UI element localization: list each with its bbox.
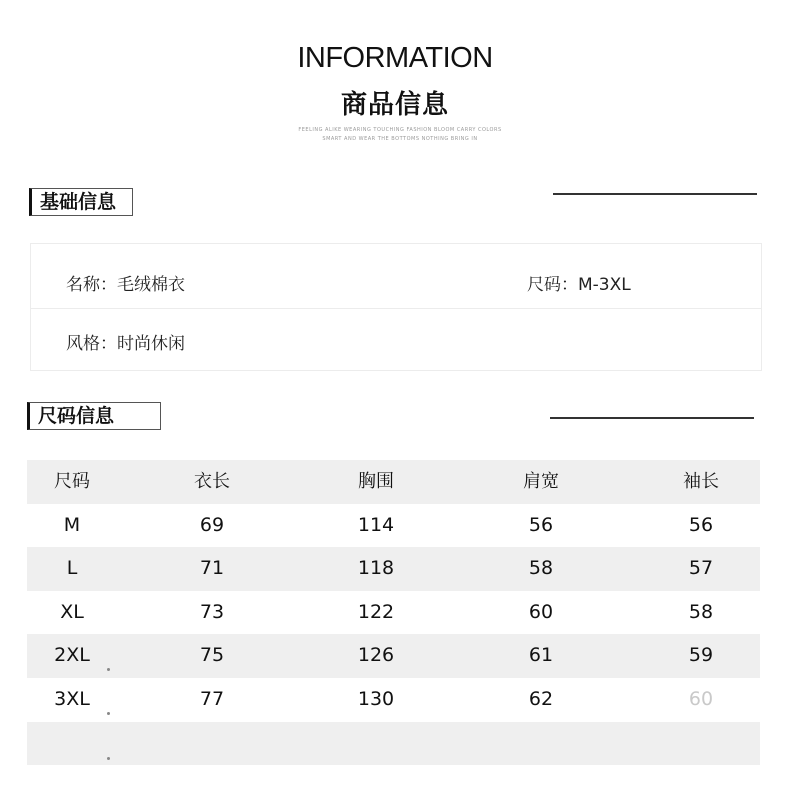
measurement-cell: 58 xyxy=(528,557,554,580)
column-header: 衣长 xyxy=(194,471,230,492)
header-tagline-1: FEELING ALIKE WEARING TOUCHING FASHION BLOOM CARRY COLORS xyxy=(298,127,502,133)
header-tagline-2: SMART AND WEAR THE BOTTOMS NOTHING BRING IN xyxy=(322,136,478,142)
header-title-zh: 商品信息 xyxy=(340,90,449,120)
table-empty-row xyxy=(27,722,760,766)
table-row xyxy=(27,678,760,722)
column-header: 肩宽 xyxy=(523,471,559,492)
basic-info-box xyxy=(30,243,762,371)
product-name-field: 名称：毛绒棉衣 xyxy=(66,275,185,295)
measurement-cell: 75 xyxy=(199,644,225,667)
measurement-cell: 62 xyxy=(528,688,554,710)
measurement-cell: 56 xyxy=(528,513,554,536)
scan-dot xyxy=(107,757,110,760)
info-divider xyxy=(31,308,761,309)
measurement-cell: 69 xyxy=(199,513,225,536)
measurement-cell: 56 xyxy=(688,513,714,536)
header-title-en: INFORMATION xyxy=(297,42,493,74)
column-header: 袖长 xyxy=(683,471,719,492)
size-info-rule xyxy=(550,417,754,419)
size-label-cell: L xyxy=(66,557,78,580)
measurement-cell: 57 xyxy=(688,557,714,580)
size-label-cell: 2XL xyxy=(54,644,90,667)
basic-info-rule xyxy=(553,193,757,195)
measurement-cell: 61 xyxy=(528,644,554,667)
size-label-cell: XL xyxy=(60,600,84,623)
measurement-cell: 126 xyxy=(357,644,395,667)
measurement-cell: 77 xyxy=(199,688,225,710)
measurement-cell: 122 xyxy=(357,600,395,623)
scan-dot xyxy=(107,668,110,671)
measurement-cell: 130 xyxy=(357,688,395,710)
size-table xyxy=(27,460,760,772)
table-header-row xyxy=(27,460,760,504)
measurement-cell: 60 xyxy=(688,688,714,710)
size-label-cell: 3XL xyxy=(54,688,90,710)
size-info-tag: 尺码信息 xyxy=(27,402,161,430)
table-row xyxy=(27,547,760,591)
measurement-cell: 59 xyxy=(688,644,714,667)
product-style-field: 风格：时尚休闲 xyxy=(66,334,185,354)
measurement-cell: 58 xyxy=(688,600,714,623)
measurement-cell: 71 xyxy=(199,557,225,580)
table-row xyxy=(27,504,760,548)
measurement-cell: 73 xyxy=(199,600,225,623)
column-header: 胸围 xyxy=(358,471,394,492)
scan-dot xyxy=(107,712,110,715)
measurement-cell: 60 xyxy=(528,600,554,623)
measurement-cell: 118 xyxy=(357,557,395,580)
table-row xyxy=(27,634,760,678)
basic-info-tag: 基础信息 xyxy=(29,188,133,216)
column-header: 尺码 xyxy=(54,471,90,492)
product-size-field: 尺码：M-3XL xyxy=(527,275,631,295)
table-row xyxy=(27,591,760,635)
size-label-cell: M xyxy=(63,513,81,536)
measurement-cell: 114 xyxy=(357,513,395,536)
